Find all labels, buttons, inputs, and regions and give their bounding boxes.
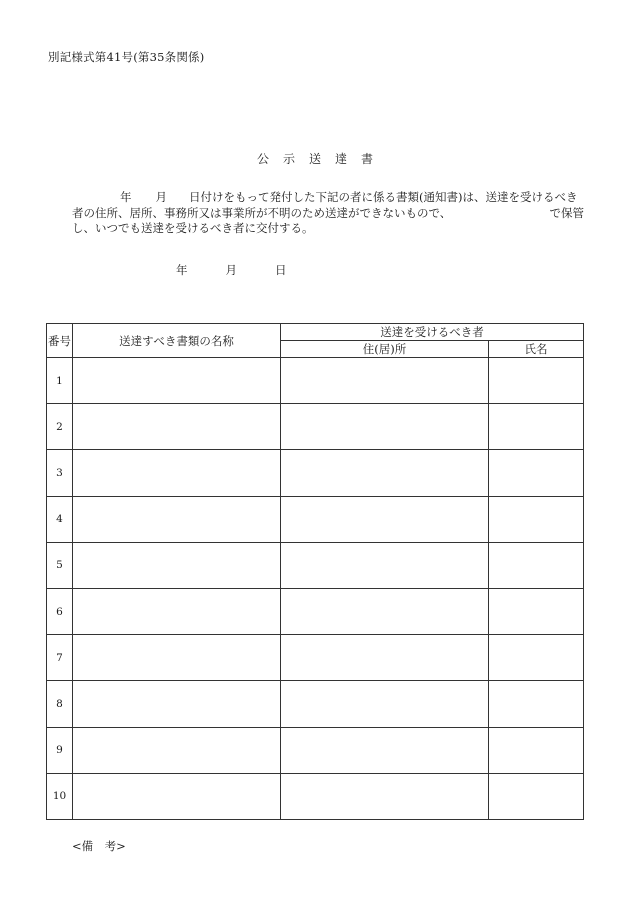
header-recipient-group: 送達を受けるべき者 (281, 324, 584, 341)
header-address: 住(居)所 (281, 341, 489, 358)
row-number: 5 (47, 542, 73, 588)
body-line-1 (72, 190, 584, 206)
document-name-cell (73, 681, 281, 727)
row-number: 2 (47, 404, 73, 450)
document-name-cell (73, 773, 281, 819)
form-number-label: 別記様式第41号(第35条関係) (48, 50, 205, 64)
name-cell (489, 681, 584, 727)
document-name-cell (73, 450, 281, 496)
name-cell (489, 588, 584, 634)
body-text (72, 190, 584, 237)
name-cell (489, 450, 584, 496)
body-line-3 (72, 221, 584, 237)
body-line-2 (72, 206, 584, 222)
body-year-label: 年 (120, 190, 132, 204)
issue-date-line (176, 262, 287, 278)
row-number: 3 (47, 450, 73, 496)
table-row (47, 404, 584, 450)
address-cell (281, 635, 489, 681)
row-number: 1 (47, 358, 73, 404)
document-name-cell (73, 635, 281, 681)
row-number: 8 (47, 681, 73, 727)
table-row (47, 773, 584, 819)
remarks-label: <備 考> (72, 839, 126, 853)
table-row (47, 542, 584, 588)
address-cell (281, 450, 489, 496)
address-cell (281, 773, 489, 819)
name-cell (489, 542, 584, 588)
address-cell (281, 681, 489, 727)
table-row (47, 635, 584, 681)
body-line-1-text (120, 190, 577, 206)
date-day-label: 日 (275, 263, 287, 277)
document-name-cell (73, 358, 281, 404)
date-month-label: 月 (225, 263, 237, 277)
row-number: 7 (47, 635, 73, 681)
address-cell (281, 588, 489, 634)
body-line-2-left: 者の住所、居所、事務所又は事業所が不明のため送達ができないもので、 (72, 205, 452, 220)
document-name-cell (73, 404, 281, 450)
table-row (47, 358, 584, 404)
delivery-table (46, 323, 584, 820)
body-line-3-text: し、いつでも送達を受けるべき者に交付する。 (72, 221, 314, 235)
table-row (47, 681, 584, 727)
name-cell (489, 496, 584, 542)
address-cell (281, 358, 489, 404)
table-row (47, 727, 584, 773)
table-row (47, 450, 584, 496)
address-cell (281, 496, 489, 542)
body-line-1-rest: 日付けをもって発付した下記の者に係る書類(通知書)は、送達を受けるべき (189, 190, 578, 204)
name-cell (489, 404, 584, 450)
row-number: 4 (47, 496, 73, 542)
header-document-name: 送達すべき書類の名称 (73, 324, 281, 358)
body-line-2-right: で保管 (549, 205, 584, 220)
table-row (47, 496, 584, 542)
document-name-cell (73, 727, 281, 773)
name-cell (489, 727, 584, 773)
header-name: 氏名 (489, 341, 584, 358)
name-cell (489, 635, 584, 681)
date-year-label: 年 (176, 263, 188, 277)
table-body (47, 358, 584, 820)
table-row (47, 588, 584, 634)
address-cell (281, 404, 489, 450)
row-number: 10 (47, 773, 73, 819)
name-cell (489, 773, 584, 819)
address-cell (281, 542, 489, 588)
body-month-label: 月 (155, 190, 167, 204)
document-title: 公示送達書 (256, 152, 387, 166)
document-name-cell (73, 496, 281, 542)
document-name-cell (73, 588, 281, 634)
row-number: 6 (47, 588, 73, 634)
document-name-cell (73, 542, 281, 588)
header-number: 番号 (47, 324, 73, 358)
row-number: 9 (47, 727, 73, 773)
address-cell (281, 727, 489, 773)
name-cell (489, 358, 584, 404)
